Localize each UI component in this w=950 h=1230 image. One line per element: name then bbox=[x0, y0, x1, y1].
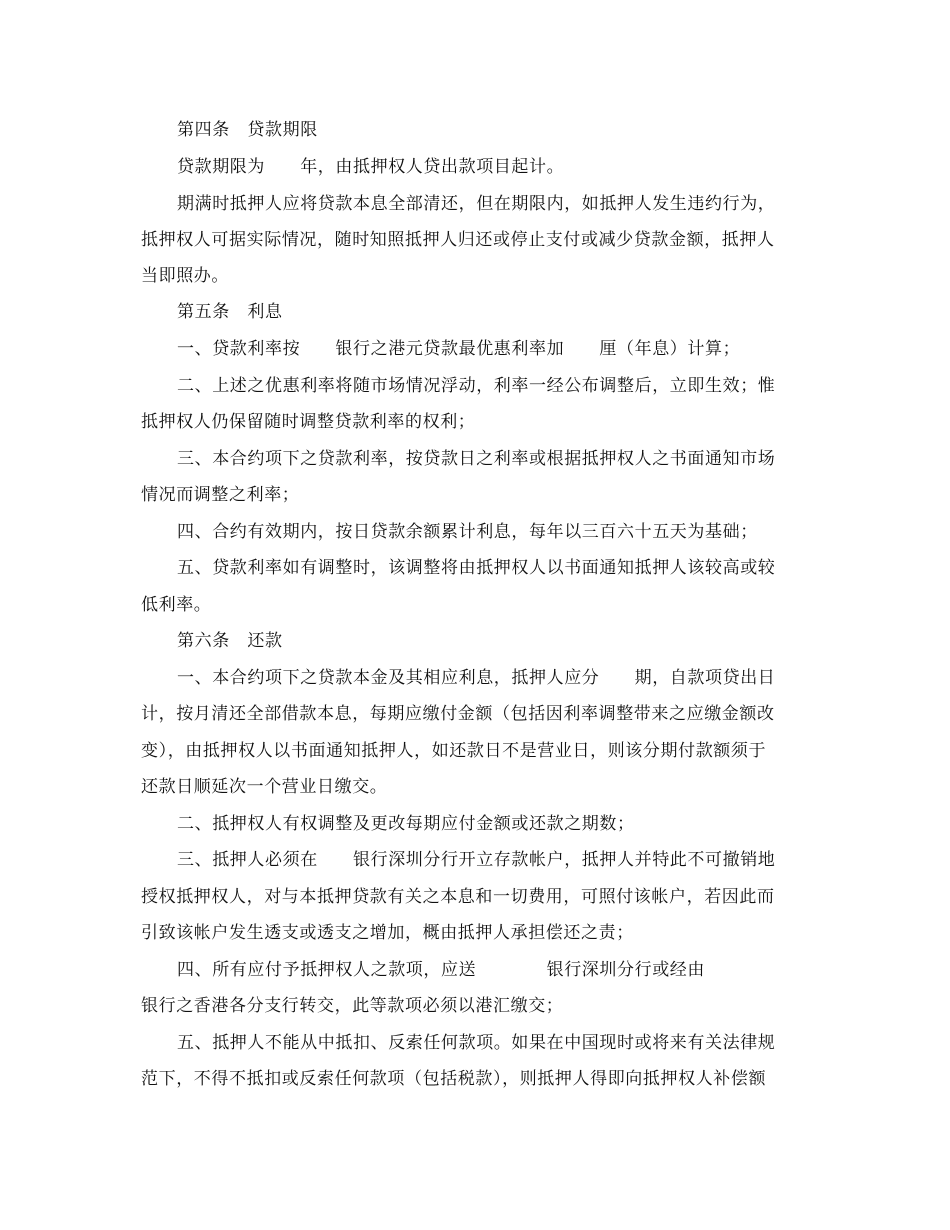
paragraph-line: 贷款期限为 年，由抵押权人贷出款项目起计。 bbox=[177, 157, 565, 177]
paragraph-line: 五、贷款利率如有调整时，该调整将由抵押权人以书面通知抵押人该较高或较 bbox=[177, 558, 776, 578]
article-6-heading: 第六条 还款 bbox=[177, 631, 283, 651]
paragraph-line: 抵押权人可据实际情况，随时知照抵押人归还或停止支付或减少贷款金额，抵押人 bbox=[141, 230, 775, 250]
article-4-heading: 第四条 贷款期限 bbox=[177, 120, 318, 140]
paragraph-line: 一、贷款利率按 银行之港元贷款最优惠利率加 厘（年息）计算； bbox=[177, 339, 741, 359]
paragraph-line: 四、合约有效期内，按日贷款余额累计利息，每年以三百六十五天为基础； bbox=[177, 522, 758, 542]
paragraph-line: 五、抵押人不能从中抵扣、反索任何款项。如果在中国现时或将来有关法律规 bbox=[177, 1033, 776, 1053]
paragraph-line: 引致该帐户发生透支或透支之增加，概由抵押人承担偿还之责； bbox=[141, 923, 634, 943]
paragraph-line: 期满时抵押人应将贷款本息全部清还，但在期限内，如抵押人发生违约行为， bbox=[177, 194, 776, 214]
paragraph-line: 一、本合约项下之贷款本金及其相应利息，抵押人应分 期，自款项贷出日 bbox=[177, 668, 776, 688]
paragraph-line: 二、抵押权人有权调整及更改每期应付金额或还款之期数； bbox=[177, 814, 635, 834]
paragraph-line: 三、本合约项下之贷款利率，按贷款日之利率或根据抵押权人之书面通知市场 bbox=[177, 449, 776, 469]
paragraph-line: 低利率。 bbox=[141, 595, 212, 615]
paragraph-line: 抵押权人仍保留随时调整贷款利率的权利； bbox=[141, 412, 476, 432]
paragraph-line: 变），由抵押权人以书面通知抵押人，如还款日不是营业日，则该分期付款额须于 bbox=[141, 741, 767, 761]
article-5-heading: 第五条 利息 bbox=[177, 302, 283, 322]
paragraph-line: 情况而调整之利率； bbox=[141, 485, 300, 505]
paragraph-line: 当即照办。 bbox=[141, 266, 229, 286]
paragraph-line: 授权抵押权人，对与本抵押贷款有关之本息和一切费用，可照付该帐户，若因此而 bbox=[141, 887, 775, 907]
paragraph-line: 四、所有应付予抵押权人之款项，应送 银行深圳分行或经由 bbox=[177, 960, 705, 980]
paragraph-line: 还款日顺延次一个营业日缴交。 bbox=[141, 777, 388, 797]
paragraph-line: 银行之香港各分支行转交，此等款项必须以港汇缴交； bbox=[141, 996, 564, 1016]
paragraph-line: 范下，不得不抵扣或反索任何款项（包括税款），则抵押人得即向抵押权人补偿额 bbox=[141, 1069, 767, 1089]
paragraph-line: 二、上述之优惠利率将随市场情况浮动，利率一经公布调整后，立即生效；惟 bbox=[177, 376, 776, 396]
paragraph-line: 计，按月清还全部借款本息，每期应缴付金额（包括因利率调整带来之应缴金额改 bbox=[141, 704, 775, 724]
paragraph-line: 三、抵押人必须在 银行深圳分行开立存款帐户，抵押人并特此不可撤销地 bbox=[177, 850, 776, 870]
